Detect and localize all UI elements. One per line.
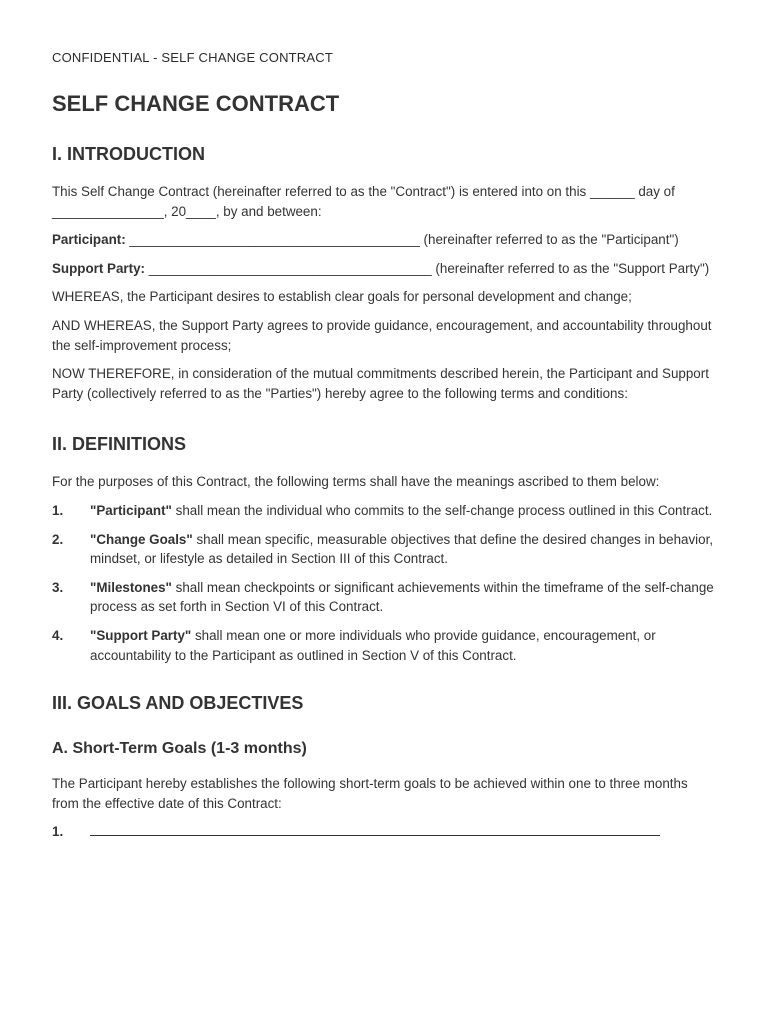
now-therefore-paragraph: NOW THEREFORE, in consideration of the mutual commitments described herein, the Participant and Support Party (collectively referred to as the "Parties") hereby agree to the following terms and conditions:: [52, 366, 709, 401]
definition-item: [52, 578, 717, 617]
definition-item: [52, 501, 717, 521]
definition-text: [90, 578, 717, 617]
definition-term: "Milestones": [90, 579, 172, 595]
short-term-goals-intro: The Participant hereby establishes the following short-term goals to be achieved within one to three months from the effective date of this Contract:: [52, 776, 688, 811]
definition-body: shall mean the individual who commits to the self-change process outlined in this Contract.: [171, 502, 713, 518]
definition-number: 1.: [52, 502, 64, 518]
goal-blank: [90, 822, 717, 842]
definition-term: "Participant": [90, 502, 172, 518]
definition-text: [90, 501, 717, 521]
whereas-paragraph-2: AND WHEREAS, the Support Party agrees to provide guidance, encouragement, and accountability throughout the self-improvement process;: [52, 317, 712, 353]
participant-label: Participant:: [52, 232, 126, 248]
section-heading-introduction: I. INTRODUCTION: [52, 144, 205, 164]
goal-item: [52, 822, 717, 842]
section-heading-goals: III. GOALS AND OBJECTIVES: [52, 693, 304, 714]
definition-number: 4.: [52, 627, 64, 643]
whereas-paragraph-1: WHEREAS, the Participant desires to establish clear goals for personal development and change;: [52, 289, 632, 305]
definition-number: 3.: [52, 579, 64, 595]
definition-item: [52, 626, 717, 665]
goal-number: 1.: [52, 824, 64, 840]
support-party-label: Support Party:: [52, 260, 145, 276]
definition-body: shall mean specific, measurable objectives that define the desired changes in behavior, mindset, or lifestyle as detailed in Section III of this Contract.: [90, 531, 714, 567]
participant-blank-text: _______________________________________ (hereinafter referred to as the "Participant"): [125, 232, 679, 248]
definition-number: 2.: [52, 531, 64, 547]
goal-blank-line[interactable]: [90, 822, 660, 836]
short-term-goals-list: [52, 822, 717, 842]
definition-text: [90, 530, 717, 569]
definition-body: shall mean one or more individuals who provide guidance, encouragement, or accountability to the Participant as outlined in Section V of this Contract.: [90, 627, 656, 663]
support-party-blank-text: ______________________________________ (hereinafter referred to as the "Support Party"): [145, 260, 710, 276]
section-heading-definitions: II. DEFINITIONS: [52, 434, 187, 455]
intro-paragraph: This Self Change Contract (hereinafter referred to as the "Contract") is entered into on this ______ day of _______________, 20____, by and between:: [52, 184, 675, 219]
definition-text: [90, 626, 717, 665]
participant-line: [52, 230, 717, 250]
document-title: SELF CHANGE CONTRACT: [52, 91, 340, 116]
definition-body: shall mean checkpoints or significant achievements within the timeframe of the self-change process as set forth in Section VI of this Contract.: [90, 579, 714, 615]
document-header: CONFIDENTIAL - SELF CHANGE CONTRACT: [52, 50, 333, 65]
definitions-intro: For the purposes of this Contract, the following terms shall have the meanings ascribed to them below:: [52, 474, 660, 490]
definition-term: "Support Party": [90, 627, 192, 643]
support-party-line: [52, 259, 717, 279]
definition-term: "Change Goals": [90, 531, 193, 547]
subsection-heading-short-term-goals: A. Short-Term Goals (1-3 months): [52, 740, 307, 758]
definition-item: [52, 530, 717, 569]
document-body: [52, 144, 717, 851]
definitions-list: [52, 501, 717, 665]
